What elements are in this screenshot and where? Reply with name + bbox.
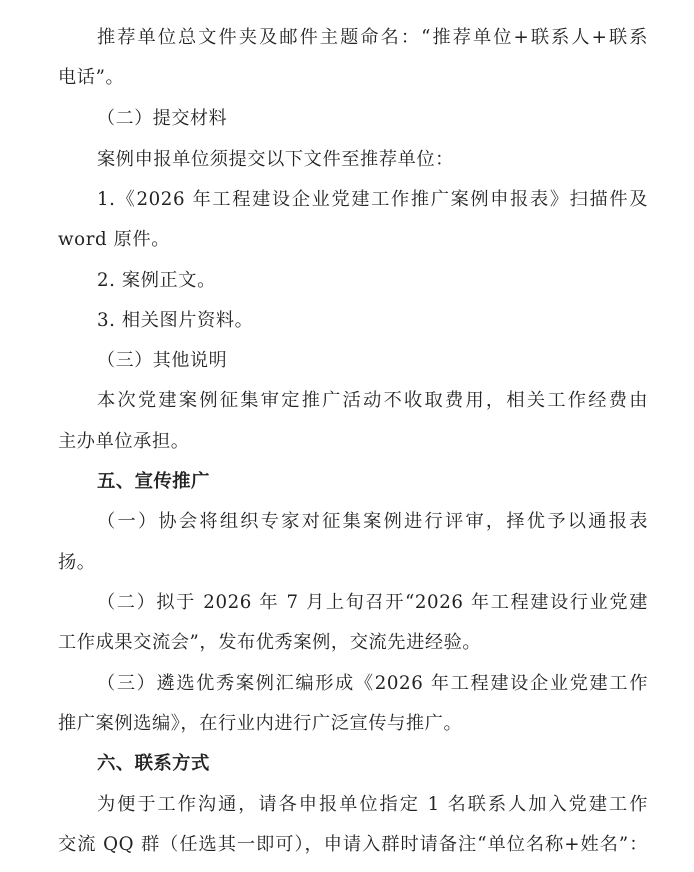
paragraph-line: 交流 QQ 群（任选其一即可），申请入群时请备注“单位名称+姓名”： — [58, 834, 648, 855]
paragraph-line: 工作成果交流会”，发布优秀案例，交流先进经验。 — [58, 632, 482, 653]
paragraph-line: （一）协会将组织专家对征集案例进行评审，择优予以通报表 — [97, 511, 648, 532]
list-item: 3. 相关图片资料。 — [97, 310, 254, 331]
paragraph-line: 本次党建案例征集审定推广活动不收取费用，相关工作经费由 — [97, 390, 648, 411]
subsection-heading: （三）其他说明 — [97, 350, 228, 371]
section-heading: 五、宣传推广 — [97, 471, 210, 492]
subsection-heading: （二）提交材料 — [97, 108, 228, 129]
list-item-line: 1.《2026 年工程建设企业党建工作推广案例申报表》扫描件及 — [97, 189, 648, 210]
paragraph-line: （三）遴选优秀案例汇编形成《2026 年工程建设企业党建工作 — [97, 673, 648, 694]
paragraph-line: 为便于工作沟通，请各申报单位指定 1 名联系人加入党建工作 — [97, 794, 648, 815]
section-heading: 六、联系方式 — [97, 753, 210, 774]
paragraph-line: 推荐单位总文件夹及邮件主题命名：“推荐单位+联系人+联系 — [97, 27, 648, 48]
paragraph-line: 推广案例选编》，在行业内进行广泛宣传与推广。 — [58, 713, 463, 734]
paragraph-line: 扬。 — [58, 552, 96, 573]
list-item-line: word 原件。 — [58, 229, 170, 250]
paragraph-line: 主办单位承担。 — [58, 431, 190, 452]
list-item: 2. 案例正文。 — [97, 270, 216, 291]
paragraph-line: 案例申报单位须提交以下文件至推荐单位： — [97, 149, 454, 170]
paragraph-line: （二）拟于 2026 年 7 月上旬召开“2026 年工程建设行业党建 — [97, 592, 648, 613]
paragraph-line: 电话”。 — [58, 67, 125, 88]
